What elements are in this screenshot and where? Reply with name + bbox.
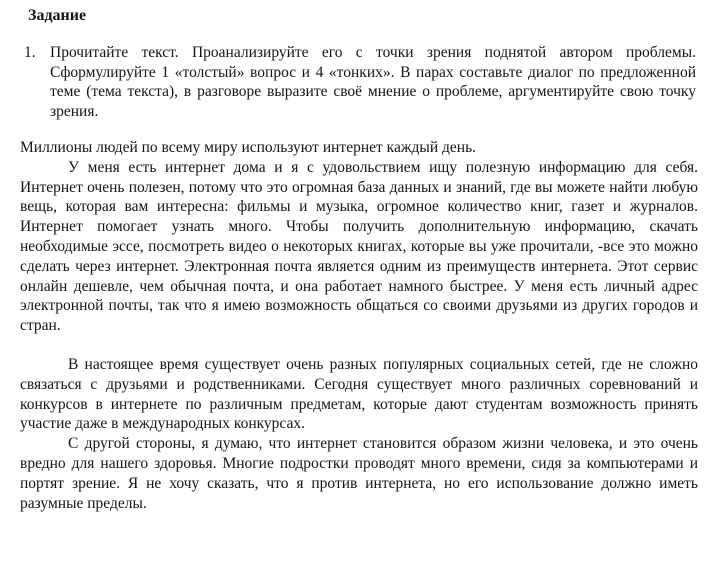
reading-text (20, 138, 698, 513)
paragraph-3: С другой стороны, я думаю, что интернет становится образом жизни человека, и это очень вредно для нашего здоровья. Многие подростки проводят много времени, сидя за компьютерами и портят зрение. Я не хочу сказать, что я против интернета, но его использование должно иметь разумные пределы. (20, 435, 698, 512)
paragraph-1: У меня есть интернет дома и я с удовольствием ищу полезную информацию для себя. Интернет очень полезен, потому что это огромная база данных и знаний, где вы можете найти любую вещь, которая вам интересна: фильмы и музыка, огромное количество книг, газет и журналов. Интернет помогает узнать много. Чтобы получить дополнительную информацию, скачать необходимые эссе, посмотреть видео о некоторых книгах, которые вы уже прочитали, -все это можно сделать через интернет. Электронная почта является одним из преимуществ интернета. Этот сервис онлайн дешевле, чем обычная почта, и она работает намного быстрее. У меня есть личный адрес электронной почты, так что я имею возможность общаться со своими друзьями из других городов и стран. (20, 158, 698, 335)
paragraph-intro: Миллионы людей по всему миру используют интернет каждый день. (20, 139, 477, 156)
paragraph-2: В настоящее время существует очень разных популярных социальных сетей, где не сложно связаться с друзьями и родственниками. Сегодня существует много различных соревнований и конкурсов в интернете по различным предметам, которые дают студентам возможность принять участие даже в международных конкурсах. (20, 355, 698, 433)
task-item (20, 43, 698, 121)
task-number: 1. (24, 44, 36, 61)
document-heading: Задание (28, 7, 87, 24)
task-text: Прочитайте текст. Проанализируйте его с точки зрения поднятой автором проблемы. Сформулируйте 1 «толстый» вопрос и 4 «тонких». В парах составьте диалог по предложенной теме (тема текста), в разговоре выразите своё мнение о проблеме, аргументируйте свою точку зрения. (50, 44, 696, 120)
